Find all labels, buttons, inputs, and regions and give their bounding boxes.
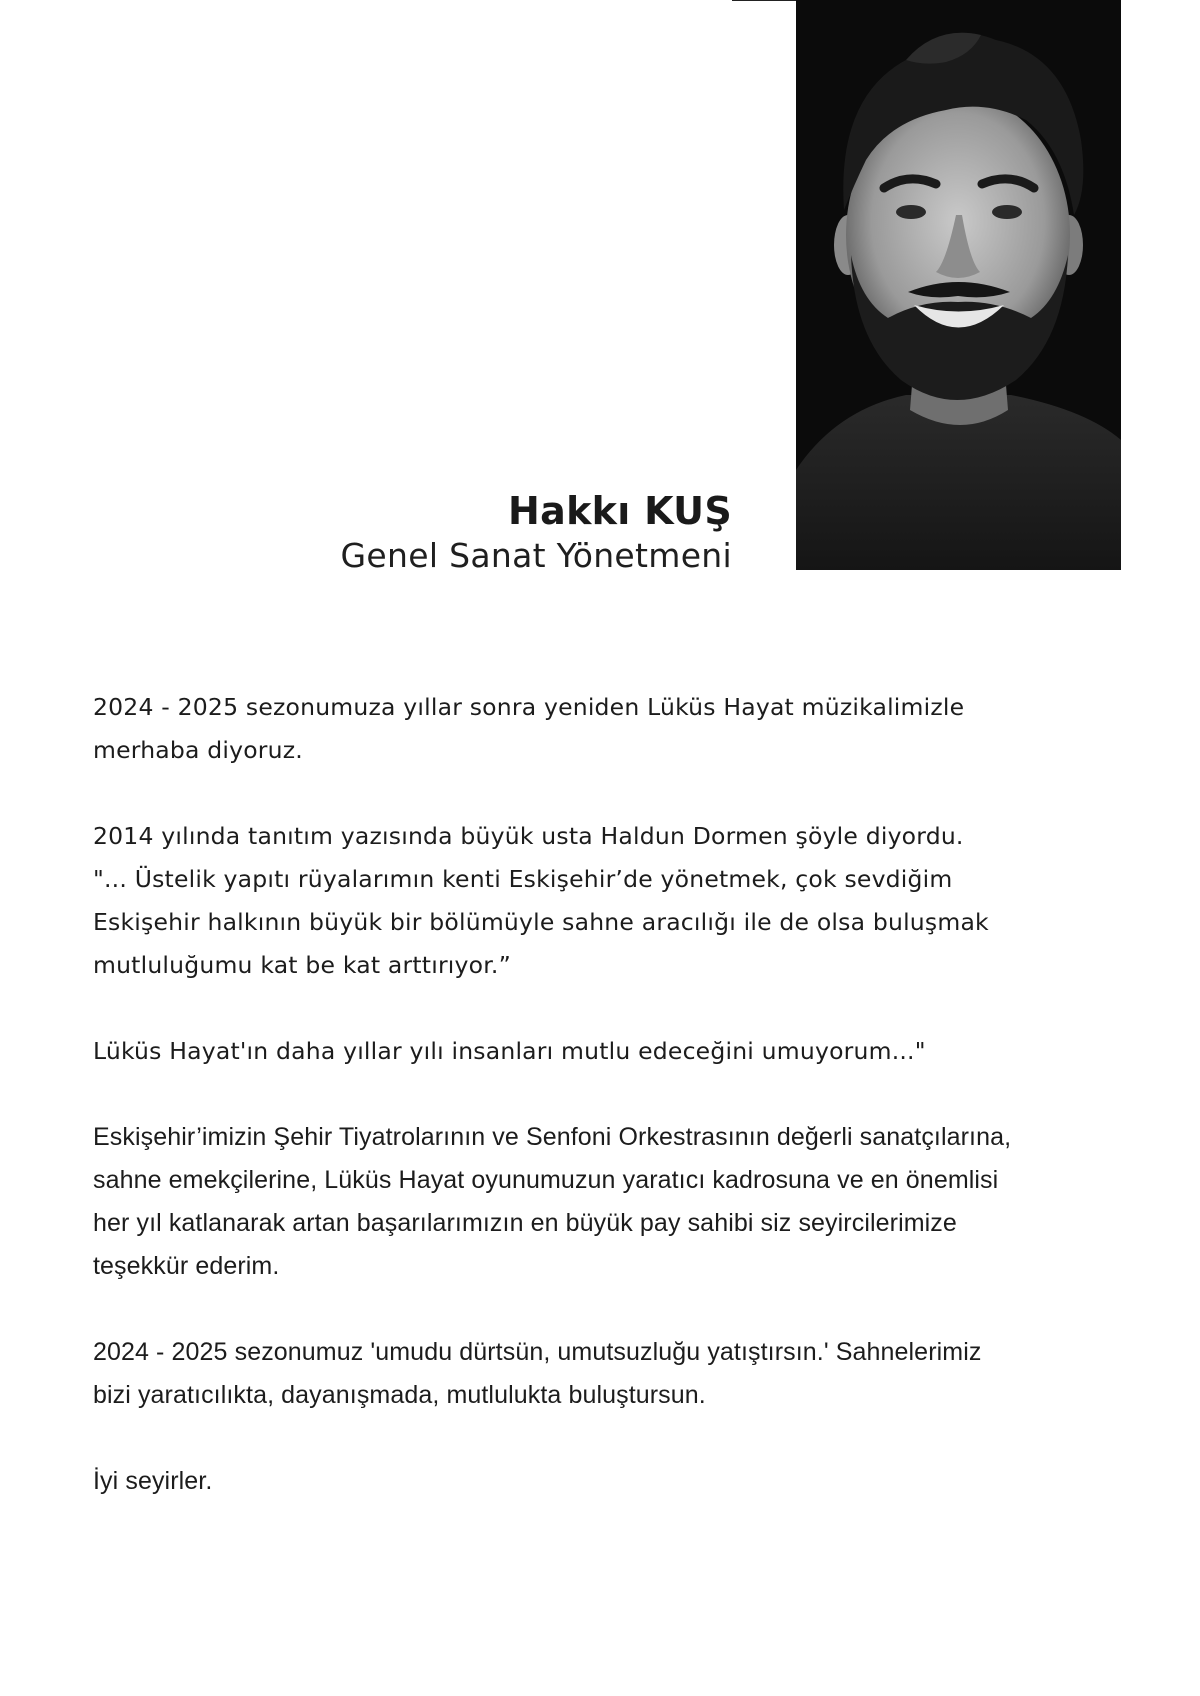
paragraph-quote [93, 815, 1123, 987]
text-line: Eskişehir halkının büyük bir bölümüyle sahne aracılığı ile de olsa buluşmak [93, 908, 989, 936]
text-line: sahne emekçilerine, Lüküs Hayat oyunumuzun yaratıcı kadrosuna ve en önemlisi [93, 1166, 999, 1194]
text-line: 2024 - 2025 sezonumuz 'umudu dürtsün, umutsuzluğu yatıştırsın.' Sahnelerimiz [93, 1338, 982, 1366]
text-line: merhaba diyoruz. [93, 736, 303, 764]
paragraph-closing [93, 1460, 1123, 1503]
text-line: Eskişehir’imizin Şehir Tiyatrolarının ve Senfoni Orkestrasının değerli sanatçılarına, [93, 1123, 1012, 1151]
text-line: "... Üstelik yapıtı rüyalarımın kenti Eskişehir’de yönetmek, çok sevdiğim [93, 865, 953, 893]
text-line: teşekkür ederim. [93, 1252, 280, 1280]
paragraph-hope [93, 1030, 1123, 1073]
text-line: 2024 - 2025 sezonumuza yıllar sonra yeniden Lüküs Hayat müzikalimizle [93, 693, 965, 721]
person-name: Hakkı KUŞ [508, 489, 732, 533]
top-rule [732, 0, 796, 1]
person-title: Genel Sanat Yönetmeni [340, 536, 732, 575]
text-line: mutluluğumu kat be kat arttırıyor.” [93, 951, 511, 979]
text-line: 2014 yılında tanıtım yazısında büyük usta Haldun Dormen şöyle diyordu. [93, 822, 964, 850]
text-line: her yıl katlanarak artan başarılarımızın en büyük pay sahibi siz seyircilerimize [93, 1209, 957, 1237]
body-text [93, 686, 1123, 1546]
portrait-icon [796, 0, 1121, 570]
portrait-photo [796, 0, 1121, 570]
name-block [341, 488, 732, 578]
paragraph-season [93, 1331, 1123, 1417]
paragraph-intro [93, 686, 1123, 772]
paragraph-thanks [93, 1116, 1123, 1288]
text-line: Lüküs Hayat'ın daha yıllar yılı insanları mutlu edeceğini umuyorum..." [93, 1037, 926, 1065]
text-line: bizi yaratıcılıkta, dayanışmada, mutlulukta buluştursun. [93, 1381, 706, 1409]
text-line: İyi seyirler. [93, 1467, 213, 1495]
